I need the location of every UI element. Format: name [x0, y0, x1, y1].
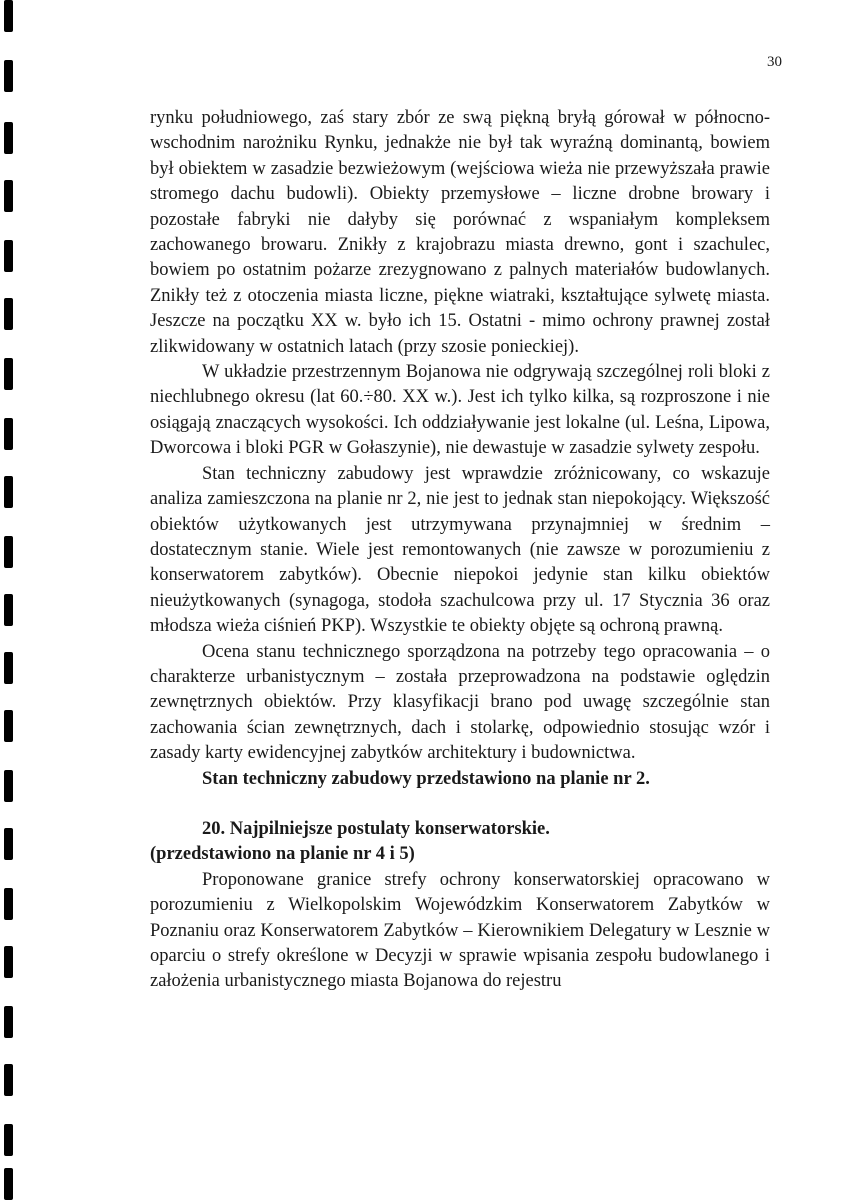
- section-subtitle: (przedstawiono na planie nr 4 i 5): [150, 844, 415, 865]
- paragraph: rynku południowego, zaś stary zbór ze swą piękną bryłą górował w północno-wschodnim narożniku Rynku, jednakże nie był tak wyraźną dominantą, bowiem był obiektem w zasadzie bezwieżowym (wejściowa wieża nie przewyższała prawie stromego dachu budowli). Obiekty przemysłowe – liczne drobne browary i pozostałe fabryki nie dałyby się porównać z wspaniałym kompleksem zachowanego browaru. Znikły z krajobrazu miasta drewno, gont i szachulec, bowiem po ostatnim pożarze zrezygnowano z palnych materiałów budowlanych. Znikły też z otoczenia miasta liczne, piękne wiatraki, kształtujące sylwetę miasta. Jeszcze na początku XX w. było ich 15. Ostatni - mimo ochrony prawnej został zlikwidowany w ostatnich latach (przy szosie ponieckiej).: [150, 108, 770, 357]
- bold-note: Stan techniczny zabudowy przedstawiono na planie nr 2.: [202, 768, 650, 789]
- paragraph: W układzie przestrzennym Bojanowa nie odgrywają szczególnej roli bloki z niechlubnego okresu (lat 60.÷80. XX w.). Jest ich tylko kilka, są rozproszone i nie osiągają znaczących wysokości. Ich oddziaływanie jest lokalne (ul. Leśna, Lipowa, Dworcowa i bloki PGR w Gołaszynie), nie dewastuje w zasadzie sylwety zespołu.: [150, 362, 770, 459]
- paragraph: Stan techniczny zabudowy jest wprawdzie zróżnicowany, co wskazuje analiza zamieszczona na planie nr 2, nie jest to jednak stan niepokojący. Większość obiektów użytkowanych jest utrzymywana przynajmniej w średnim – dostatecznym stanie. Wiele jest remontowanych (nie zawsze w porozumieniu z konserwatorem zabytków). Obecnie niepokoi jedynie stan kilku obiektów nieużytkowanych (synagoga, stodoła szachulcowa przy ul. 17 Stycznia 36 oraz młodsza wieża ciśnień PKP). Wszystkie te obiekty objęte są ochroną prawną.: [150, 463, 770, 637]
- document-body: [150, 106, 770, 995]
- section-heading: [150, 817, 770, 868]
- spiral-binding: [4, 0, 16, 1200]
- page-number: 30: [767, 54, 782, 70]
- paragraph: Ocena stanu technicznego sporządzona na potrzeby tego opracowania – o charakterze urbanistycznym – została przeprowadzona na podstawie oględzin zewnętrznych obiektów. Przy klasyfikacji brano pod uwagę szczególnie stan zachowania ścian zewnętrznych, dach i stolarkę, odpowiednio stosując wzór i zasady karty ewidencyjnej zabytków architektury i budownictwa.: [150, 641, 770, 764]
- section-title: 20. Najpilniejsze postulaty konserwatorskie.: [202, 818, 550, 839]
- paragraph: Proponowane granice strefy ochrony konserwatorskiej opracowano w porozumieniu z Wielkopolskim Wojewódzkim Konserwatorem Zabytków w Poznaniu oraz Konserwatorem Zabytków – Kierownikiem Delegatury w Lesznie w oparciu o strefy określone w Decyzji w sprawie wpisania zespołu budowlanego i założenia urbanistycznego miasta Bojanowa do rejestru: [150, 869, 770, 992]
